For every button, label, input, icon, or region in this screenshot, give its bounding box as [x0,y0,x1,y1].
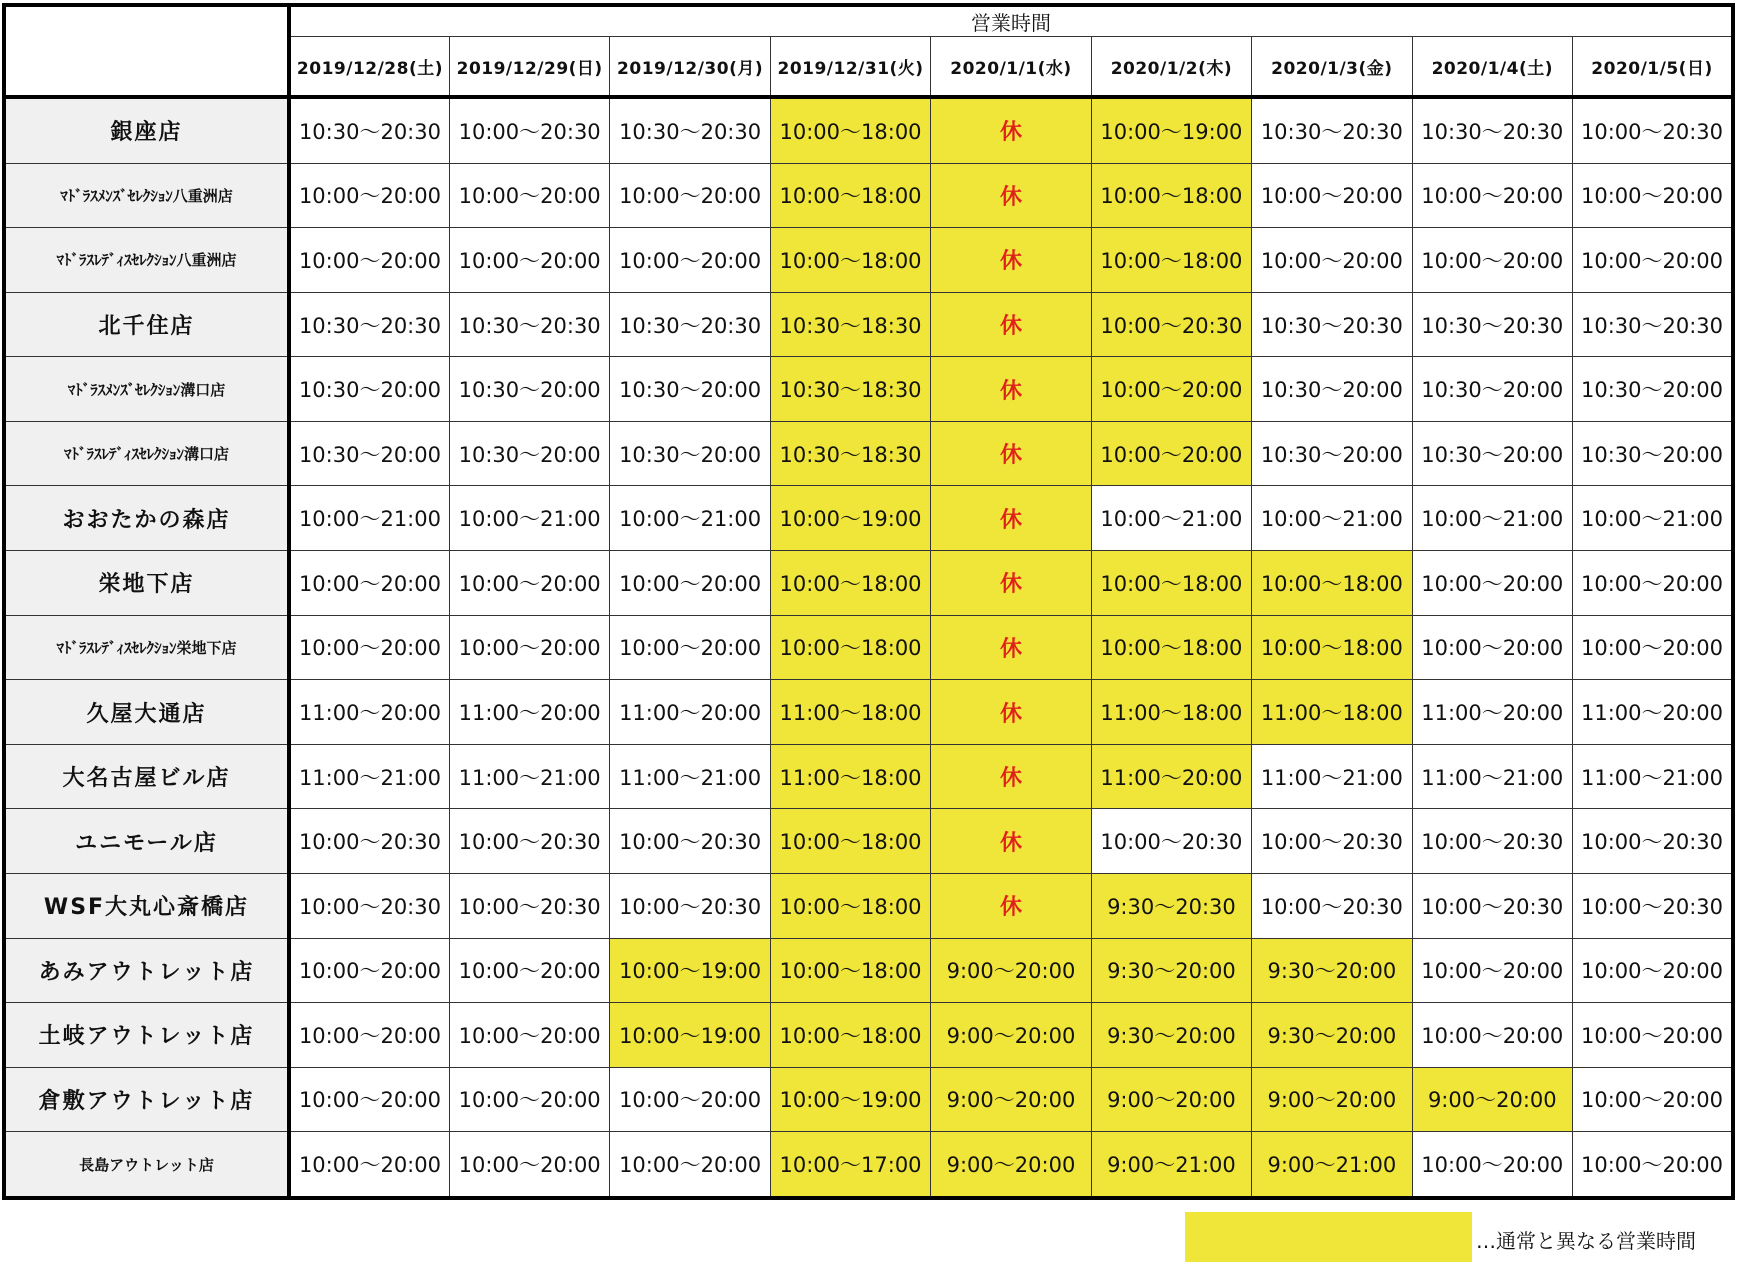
hours-cell: 10:00～18:00 [770,228,930,293]
table-row [4,615,1733,680]
hours-cell: 11:00～18:00 [1252,680,1412,745]
hours-cell: 10:30～18:30 [770,421,930,486]
hours-cell: 10:00～21:00 [1573,486,1734,551]
closed-cell: 休 [931,228,1091,293]
hours-cell: 10:30～20:00 [1412,421,1572,486]
hours-cell: 10:00～20:00 [1412,163,1572,228]
closed-cell: 休 [931,163,1091,228]
hours-cell: 10:30～20:30 [1252,97,1412,163]
table-row [4,938,1733,1003]
date-header: 2020/1/2(木) [1091,37,1251,98]
hours-cell: 10:30～20:00 [610,357,770,422]
hours-cell: 9:00～21:00 [1252,1132,1412,1198]
hours-cell: 9:30～20:00 [1091,1003,1251,1068]
hours-cell: 10:00～19:00 [610,1003,770,1068]
store-name: 土岐アウトレット店 [4,1003,289,1068]
hours-cell: 10:00～18:00 [770,551,930,616]
hours-cell: 10:00～20:00 [1573,1003,1734,1068]
closed-cell: 休 [931,486,1091,551]
hours-cell: 10:00～20:00 [449,163,609,228]
hours-cell: 11:00～21:00 [610,744,770,809]
hours-cell: 9:30～20:00 [1252,938,1412,1003]
hours-cell: 9:30～20:30 [1091,873,1251,938]
hours-cell: 10:00～20:30 [1412,809,1572,874]
hours-cell: 10:00～19:00 [770,1067,930,1132]
hours-cell: 10:30～20:00 [1573,357,1734,422]
hours-cell: 10:30～20:30 [610,292,770,357]
hours-cell: 10:00～20:30 [449,873,609,938]
hours-cell: 10:00～20:00 [610,228,770,293]
hours-cell: 10:00～20:30 [1252,873,1412,938]
hours-cell: 10:00～20:00 [610,615,770,680]
hours-cell: 10:00～20:00 [449,1132,609,1198]
hours-cell: 10:00～20:00 [449,938,609,1003]
table-row [4,357,1733,422]
hours-cell: 10:00～20:30 [610,873,770,938]
hours-cell: 9:00～20:00 [1412,1067,1572,1132]
hours-cell: 9:30～20:00 [1252,1003,1412,1068]
hours-cell: 10:00～20:00 [1412,228,1572,293]
store-name: ﾏﾄﾞﾗｽﾒﾝｽﾞｾﾚｸｼｮﾝ溝口店 [4,357,289,422]
hours-cell: 10:00～20:00 [449,1003,609,1068]
closed-cell: 休 [931,680,1091,745]
table-row [4,551,1733,616]
hours-cell: 10:00～19:00 [1091,97,1251,163]
closed-cell: 休 [931,97,1091,163]
hours-cell: 10:00～20:00 [610,551,770,616]
hours-cell: 10:00～20:00 [1573,228,1734,293]
hours-cell: 10:00～20:00 [1412,1132,1572,1198]
hours-cell: 9:00～20:00 [931,938,1091,1003]
store-name: 久屋大通店 [4,680,289,745]
hours-cell: 10:00～20:00 [1091,421,1251,486]
closed-cell: 休 [931,292,1091,357]
hours-cell: 10:00～20:00 [289,551,449,616]
header-corner [4,5,289,97]
table-row [4,744,1733,809]
hours-cell: 11:00～20:00 [1412,680,1572,745]
table-row [4,292,1733,357]
hours-cell: 10:00～20:00 [289,615,449,680]
hours-cell: 10:00～20:00 [449,1067,609,1132]
hours-cell: 10:30～20:30 [1412,292,1572,357]
hours-cell: 10:00～20:00 [1252,163,1412,228]
hours-cell: 10:00～18:00 [770,873,930,938]
hours-cell: 10:00～20:00 [1573,1132,1734,1198]
hours-cell: 10:30～20:00 [1252,421,1412,486]
hours-cell: 10:00～20:00 [1573,938,1734,1003]
table-row [4,421,1733,486]
hours-cell: 10:00～18:00 [1091,163,1251,228]
hours-cell: 10:00～20:00 [1573,1067,1734,1132]
hours-cell: 10:00～18:00 [770,97,930,163]
hours-cell: 10:00～20:00 [289,1003,449,1068]
hours-cell: 11:00～21:00 [1412,744,1572,809]
hours-cell: 10:00～20:00 [610,1067,770,1132]
store-name: 銀座店 [4,97,289,163]
hours-cell: 10:00～21:00 [610,486,770,551]
table-row [4,809,1733,874]
table-row [4,163,1733,228]
table-row [4,486,1733,551]
hours-cell: 10:00～20:00 [1573,163,1734,228]
hours-cell: 10:00～20:00 [1252,228,1412,293]
hours-cell: 10:30～20:00 [610,421,770,486]
hours-cell: 10:30～20:30 [610,97,770,163]
closed-cell: 休 [931,357,1091,422]
closed-cell: 休 [931,873,1091,938]
store-name: 北千住店 [4,292,289,357]
hours-cell: 10:00～20:30 [449,809,609,874]
hours-cell: 10:00～20:30 [1252,809,1412,874]
store-name: ﾏﾄﾞﾗｽﾚﾃﾞｨｽｾﾚｸｼｮﾝ八重洲店 [4,228,289,293]
hours-cell: 9:00～20:00 [931,1003,1091,1068]
hours-cell: 10:00～18:00 [770,163,930,228]
hours-cell: 11:00～20:00 [449,680,609,745]
hours-cell: 10:30～20:00 [289,421,449,486]
hours-cell: 10:00～20:00 [610,1132,770,1198]
hours-cell: 10:00～21:00 [1091,486,1251,551]
hours-cell: 9:30～20:00 [1091,938,1251,1003]
hours-cell: 10:00～20:00 [1412,551,1572,616]
hours-cell: 10:00～20:00 [1412,1003,1572,1068]
hours-cell: 11:00～21:00 [289,744,449,809]
hours-cell: 10:00～18:00 [770,938,930,1003]
store-name: 大名古屋ビル店 [4,744,289,809]
hours-cell: 11:00～18:00 [770,744,930,809]
legend-swatch [1185,1212,1472,1262]
hours-cell: 10:00～18:00 [1252,615,1412,680]
hours-cell: 10:30～20:00 [289,357,449,422]
hours-cell: 10:30～20:30 [449,292,609,357]
hours-cell: 11:00～20:00 [1573,680,1734,745]
table-row [4,1067,1733,1132]
business-hours-table [2,3,1735,1200]
closed-cell: 休 [931,551,1091,616]
date-header: 2020/1/4(土) [1412,37,1572,98]
hours-cell: 10:00～18:00 [1091,615,1251,680]
hours-cell: 10:30～20:00 [1412,357,1572,422]
table-row [4,680,1733,745]
table-row [4,228,1733,293]
hours-cell: 10:00～20:00 [289,228,449,293]
date-header: 2019/12/28(土) [289,37,449,98]
date-header: 2020/1/5(日) [1573,37,1734,98]
store-name: ﾏﾄﾞﾗｽﾒﾝｽﾞｾﾚｸｼｮﾝ八重洲店 [4,163,289,228]
hours-cell: 9:00～20:00 [931,1067,1091,1132]
closed-cell: 休 [931,744,1091,809]
hours-cell: 10:00～20:30 [1091,809,1251,874]
table-row [4,1003,1733,1068]
store-name: 倉敷アウトレット店 [4,1067,289,1132]
hours-cell: 10:00～20:00 [1412,615,1572,680]
hours-cell: 10:00～18:00 [1091,551,1251,616]
store-name: ﾏﾄﾞﾗｽﾚﾃﾞｨｽｾﾚｸｼｮﾝ栄地下店 [4,615,289,680]
hours-cell: 10:00～20:00 [289,1132,449,1198]
date-header: 2019/12/31(火) [770,37,930,98]
hours-cell: 10:00～20:30 [610,809,770,874]
hours-cell: 10:00～21:00 [1252,486,1412,551]
hours-cell: 10:00～20:00 [1573,551,1734,616]
date-header: 2020/1/3(金) [1252,37,1412,98]
hours-cell: 10:00～20:00 [449,228,609,293]
hours-cell: 10:00～17:00 [770,1132,930,1198]
hours-cell: 10:00～20:00 [610,163,770,228]
hours-cell: 10:00～20:00 [289,938,449,1003]
schedule-body [4,97,1733,1198]
closed-cell: 休 [931,421,1091,486]
store-name: ﾏﾄﾞﾗｽﾚﾃﾞｨｽｾﾚｸｼｮﾝ溝口店 [4,421,289,486]
hours-cell: 10:00～20:00 [1573,615,1734,680]
hours-cell: 11:00～21:00 [1252,744,1412,809]
hours-cell: 10:00～20:30 [1573,873,1734,938]
hours-cell: 11:00～18:00 [770,680,930,745]
closed-cell: 休 [931,615,1091,680]
hours-cell: 10:00～20:00 [449,551,609,616]
hours-cell: 10:00～20:00 [289,1067,449,1132]
hours-cell: 10:00～18:00 [1091,228,1251,293]
table-row [4,1132,1733,1198]
hours-cell: 10:00～21:00 [1412,486,1572,551]
hours-cell: 11:00～18:00 [1091,680,1251,745]
hours-cell: 10:00～18:00 [770,1003,930,1068]
hours-cell: 11:00～20:00 [1091,744,1251,809]
hours-cell: 10:00～19:00 [770,486,930,551]
hours-cell: 10:30～20:30 [289,97,449,163]
hours-cell: 10:00～21:00 [449,486,609,551]
hours-cell: 10:00～20:30 [289,873,449,938]
hours-cell: 10:00～20:30 [1412,873,1572,938]
hours-cell: 10:00～20:30 [1573,97,1734,163]
hours-cell: 10:00～18:00 [1252,551,1412,616]
hours-cell: 10:00～21:00 [289,486,449,551]
hours-cell: 10:00～18:00 [770,809,930,874]
hours-cell: 10:00～20:00 [289,163,449,228]
hours-cell: 10:30～18:30 [770,357,930,422]
store-name: 栄地下店 [4,551,289,616]
table-row [4,97,1733,163]
store-name: WSF大丸心斎橋店 [4,873,289,938]
hours-cell: 10:00～20:00 [449,615,609,680]
hours-cell: 11:00～21:00 [449,744,609,809]
legend-text: …通常と異なる営業時間 [1476,1229,1696,1253]
hours-cell: 10:30～20:30 [1412,97,1572,163]
store-name: おおたかの森店 [4,486,289,551]
hours-cell: 10:00～20:30 [1091,292,1251,357]
hours-cell: 9:00～20:00 [1091,1067,1251,1132]
table-row [4,873,1733,938]
store-name: 長島アウトレット店 [4,1132,289,1198]
hours-cell: 9:00～20:00 [1252,1067,1412,1132]
hours-cell: 9:00～20:00 [931,1132,1091,1198]
store-name: あみアウトレット店 [4,938,289,1003]
hours-cell: 10:30～20:30 [1252,292,1412,357]
date-header: 2019/12/30(月) [610,37,770,98]
date-header: 2020/1/1(水) [931,37,1091,98]
date-header: 2019/12/29(日) [449,37,609,98]
hours-cell: 10:30～20:30 [289,292,449,357]
hours-cell: 10:00～20:30 [1573,809,1734,874]
hours-cell: 10:00～20:30 [289,809,449,874]
hours-cell: 11:00～21:00 [1573,744,1734,809]
hours-cell: 10:30～20:00 [1573,421,1734,486]
hours-cell: 10:30～20:30 [1573,292,1734,357]
hours-cell: 10:30～20:00 [449,357,609,422]
hours-cell: 9:00～21:00 [1091,1132,1251,1198]
hours-cell: 10:00～20:00 [1091,357,1251,422]
hours-cell: 10:00～20:30 [449,97,609,163]
hours-cell: 11:00～20:00 [610,680,770,745]
hours-cell: 10:30～18:30 [770,292,930,357]
hours-cell: 10:30～20:00 [1252,357,1412,422]
hours-cell: 11:00～20:00 [289,680,449,745]
hours-cell: 10:00～18:00 [770,615,930,680]
hours-cell: 10:00～20:00 [1412,938,1572,1003]
store-name: ユニモール店 [4,809,289,874]
closed-cell: 休 [931,809,1091,874]
hours-cell: 10:30～20:00 [449,421,609,486]
hours-cell: 10:00～19:00 [610,938,770,1003]
business-hours-header: 営業時間 [289,5,1733,37]
